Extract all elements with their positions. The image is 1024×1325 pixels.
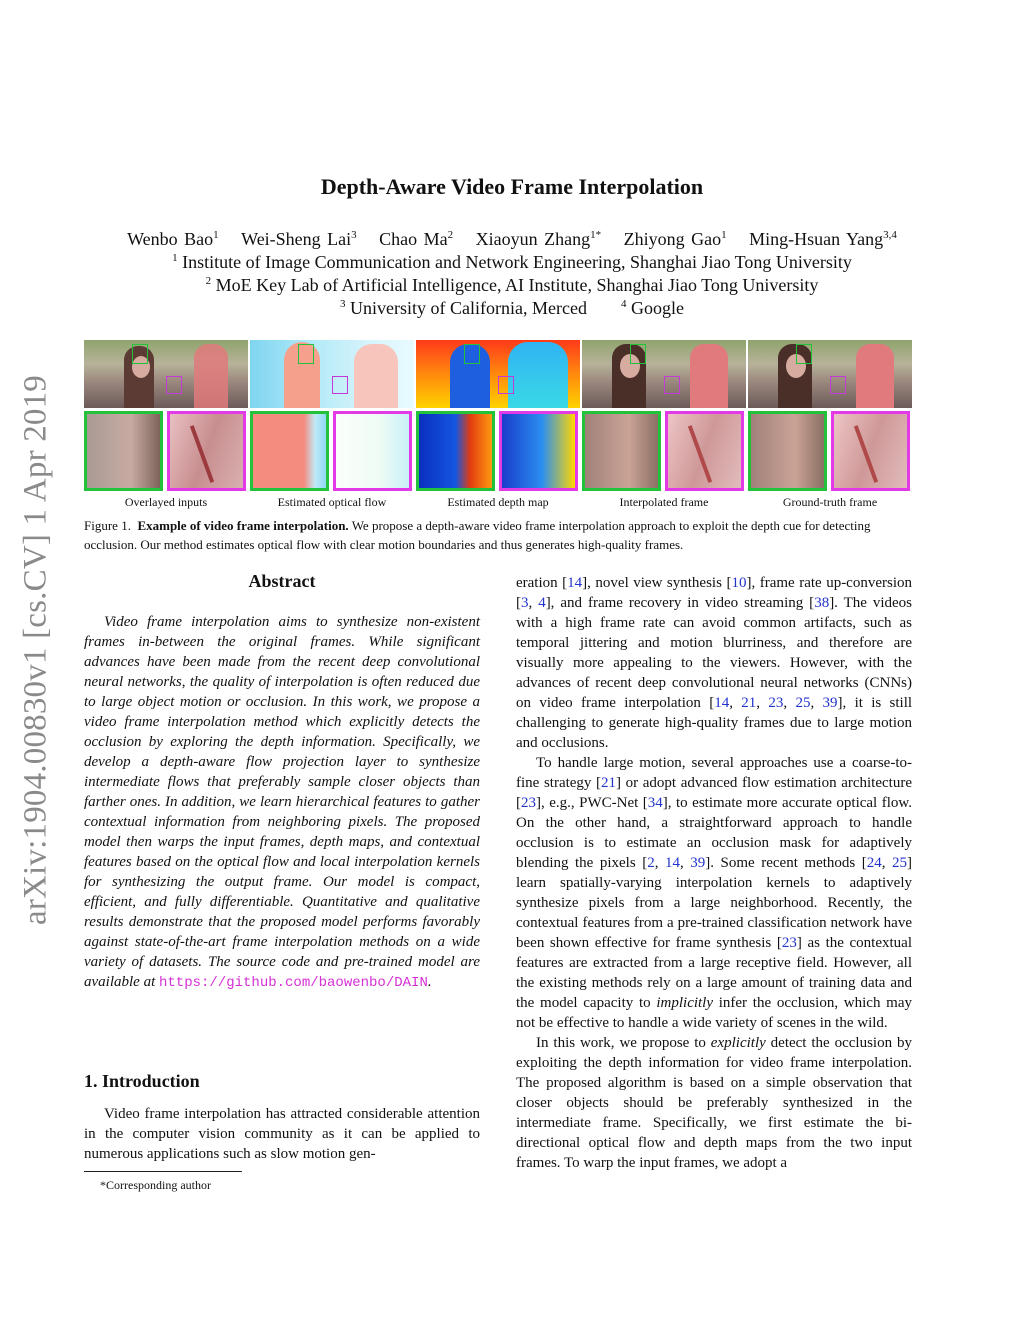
optical-flow-image — [250, 340, 414, 408]
footnote-rule — [84, 1171, 242, 1172]
citation-link[interactable]: 25 — [892, 855, 908, 871]
author: Chao Ma$^2$ — [379, 229, 454, 249]
crop-magenta — [499, 411, 578, 491]
figure-1 — [84, 340, 914, 512]
crop-magenta — [665, 411, 744, 491]
citation-link[interactable]: 38 — [814, 595, 830, 611]
arxiv-id: arXiv:1904.00830v1 [cs.CV] 1 Apr 2019 — [17, 374, 54, 926]
label-depth-map: Estimated depth map — [447, 495, 549, 509]
crop-green — [416, 411, 495, 491]
citation-link[interactable]: 39 — [822, 695, 838, 711]
crop-magenta — [333, 411, 412, 491]
citation-link[interactable]: 23 — [521, 795, 536, 811]
label-ground-truth-frame: Ground-truth frame — [782, 495, 878, 509]
footnote: *Corresponding author — [100, 1178, 211, 1192]
panel-optical-flow — [250, 340, 414, 494]
citation-link[interactable]: 25 — [795, 695, 811, 711]
depth-map-image — [416, 340, 580, 408]
author: Wenbo Bao$^1$ — [127, 229, 219, 249]
citation-link[interactable]: 14 — [714, 695, 730, 711]
interpolated-frame-image — [582, 340, 746, 408]
crop-green — [250, 411, 329, 491]
label-optical-flow: Estimated optical flow — [277, 495, 387, 509]
panel-ground-truth-frame — [748, 340, 912, 494]
abstract-body: Video frame interpolation aims to synthesize non-existent frames in-between the original frames. While significant advances have been made from the recent deep convolutional neural networks, the quality of interpolation is often reduced due to large object motion or occlusion. In this work, we propose a video frame interpolation method which explicitly detects the occlusion by exploring the depth information. Specifically, we develop a depth-aware flow projection layer to synthesize intermediate flows that preferably sample closer objects than farther ones. In addition, we learn hierarchical features to gather contextual information from neighboring pixels. The proposed model then warps the input frames, depth maps, and contextual features based on the optical flow and local interpolation kernels for synthesizing the output frame. Our model is compact, efficient, and fully differentiable. Quantitative and qualitative results demonstrate that the proposed model performs favorably against state-of-the-art frame interpolation methods on a wide variety of datasets. The source code and pre-trained model are available at https://github.com/baowenbo/DAIN. — [84, 614, 480, 991]
citation-link[interactable]: 21 — [741, 695, 757, 711]
paragraph: eration [14], novel view synthesis [10], frame rate up-conversion [3, 4], and frame recovery in video streaming [38]. The videos with a high frame rate can avoid common artifacts, such as temporal jittering and motion blurriness, and therefore are visually more appealing to the viewers. However, with the advances of recent deep convolutional neural networks (CNNs) on video frame interpolation [14, 21, 23, 25, 39], it is still challenging to generate high-quality frames due to large motion and occlusions. — [516, 575, 913, 751]
citation-link[interactable]: 14 — [665, 855, 680, 871]
author: Ming-Hsuan Yang$^{3,4}$ — [749, 229, 897, 249]
author-list — [0, 229, 1024, 250]
right-column — [516, 573, 912, 1173]
affiliation-1: $^1$ Institute of Image Communication and Network Engineering, Shanghai Jiao Tong University — [172, 252, 852, 272]
paragraph: In this work, we propose to explicitly detect the occlusion by exploiting the depth information for video frame interpolation. The proposed algorithm is based on a simple observation that closer objects should be preferably synthesized in the intermediate frame. Specifically, we first estimate the bi-directional optical flow and depth maps from the two input frames. To warp the input frames, we adopt a — [516, 1035, 912, 1171]
intro-body: Video frame interpolation has attracted considerable attention in the computer vision community as it can be applied to numerous applications such as slow motion gen- — [84, 1106, 480, 1162]
overlayed-inputs-image — [84, 340, 248, 408]
citation-link[interactable]: 23 — [781, 935, 797, 951]
citation-link[interactable]: 3 — [521, 595, 529, 611]
panel-interpolated-frame — [582, 340, 746, 494]
crop-green — [84, 411, 163, 491]
abstract-heading: Abstract — [248, 571, 316, 591]
citation-link[interactable]: 4 — [538, 595, 546, 611]
author: Zhiyong Gao$^1$ — [623, 229, 727, 249]
affiliation-3-4: $^3$ University of California, Merced $^4$ Google — [340, 298, 684, 318]
author: Xiaoyun Zhang$^{1*}$ — [475, 229, 602, 249]
arxiv-sidebar-stamp — [6, 330, 66, 970]
citation-link[interactable]: 24 — [866, 855, 882, 871]
paper-title: Depth-Aware Video Frame Interpolation — [320, 174, 704, 199]
label-interpolated-frame: Interpolated frame — [619, 495, 709, 509]
citation-link[interactable]: 10 — [731, 575, 747, 591]
code-url-link[interactable]: https://github.com/baowenbo/DAIN — [159, 975, 428, 991]
crop-green — [748, 411, 827, 491]
figure-caption: Figure 1. Example of video frame interpolation. We propose a depth-aware video frame interpolation approach to exploit the depth cue for detecting occlusion. Our method estimates optical flow with clear motion boundaries and thus generates high-quality frames. — [84, 518, 871, 552]
citation-link[interactable]: 34 — [647, 795, 663, 811]
label-overlayed-inputs: Overlayed inputs — [124, 495, 208, 509]
panel-overlayed-inputs — [84, 340, 248, 494]
citation-link[interactable]: 14 — [567, 575, 583, 591]
author: Wei-Sheng Lai$^3$ — [241, 229, 357, 249]
citation-link[interactable]: 2 — [647, 855, 655, 871]
intro-heading: 1. Introduction — [84, 1071, 200, 1091]
citation-link[interactable]: 23 — [768, 695, 784, 711]
crop-magenta — [831, 411, 910, 491]
paragraph: To handle large motion, several approaches use a coarse-to-fine strategy [21] or adopt advanced flow estimation architecture [23], e.g., PWC-Net [34], to estimate more accurate optical flow. On the other hand, a straightforward approach to handle occlusion is to estimate an occlusion mask for adaptively blending the pixels [2, 14, 39]. Some recent methods [24, 25] learn spatially-varying interpolation kernels to adaptively synthesize pixels from a large neighborhood. Recently, the contextual features from a pre-trained classification network have been shown effective for frame synthesis [23] as the contextual features are extracted from a large receptive field. However, all the existing methods rely on a large amount of training data and the model capacity to implicitly infer the occlusion, which may not be effective to handle a wide variety of scenes in the wild. — [516, 755, 913, 1031]
panel-depth-map — [416, 340, 580, 494]
ground-truth-frame-image — [748, 340, 912, 408]
crop-green — [582, 411, 661, 491]
citation-link[interactable]: 39 — [690, 855, 706, 871]
citation-link[interactable]: 21 — [601, 775, 617, 791]
crop-magenta — [167, 411, 246, 491]
affiliation-2: $^2$ MoE Key Lab of Artificial Intelligence, AI Institute, Shanghai Jiao Tong University — [205, 275, 819, 295]
